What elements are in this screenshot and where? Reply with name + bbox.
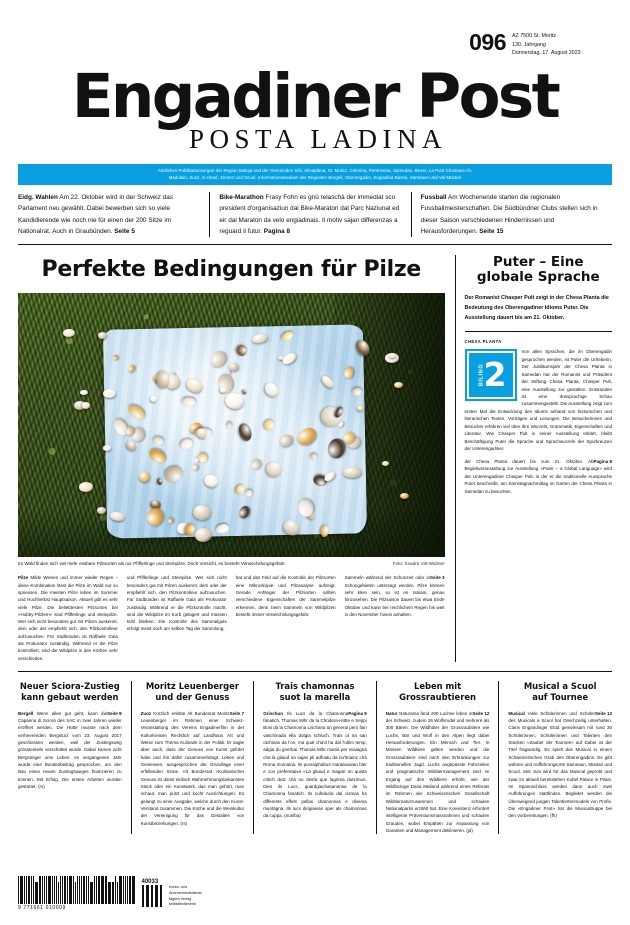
bottom-headline-line2: und der Genuss <box>155 691 230 702</box>
lead-story <box>18 255 445 662</box>
bottom-headline-line1: Trais chamonnas <box>275 680 355 691</box>
teaser-text: Frasy Fohn es gnü relaschà der immediat sco president d'organisaziun dal Bike-Maraton dal Parc Naziunal ed eir dal Maraton da velo engiadinais. Il motiv sajan differenzas a reguard il futur. <box>219 194 400 235</box>
teaser-ref: Pagina 8 <box>263 227 291 235</box>
barcode-bar <box>101 876 104 904</box>
teaser-lead: Eidg. Wahlen <box>18 194 58 202</box>
barcode-bar <box>39 876 42 904</box>
bottom-author: (rs) <box>180 820 188 826</box>
bottom-text <box>386 710 490 835</box>
barcode-bar <box>75 882 76 904</box>
barcode-bar <box>96 876 97 904</box>
barcode-bar <box>58 882 59 904</box>
barcode-bar <box>105 876 108 904</box>
barcode-bar <box>67 876 68 904</box>
bottom-headline-line1: Moritz Leuenberger <box>145 680 239 691</box>
body-column <box>345 574 445 661</box>
mushroom <box>263 460 284 481</box>
lead-headline: Perfekte Bedingungen für Pilze <box>41 256 421 282</box>
mushroom <box>228 362 239 372</box>
barcode-bar <box>123 876 124 904</box>
issue-meta-location: AZ 7500 St. Moritz <box>512 33 556 39</box>
barcode-bar <box>69 876 72 904</box>
barcode-bar <box>54 876 55 904</box>
secondary-lead: Der Romanist Chasper Pult zeigt in der Chesa Planta die Bedeutung des Oberengadiner Idioms Puter. Die Ausstellung dauert bis am 21. Oktober. <box>465 294 612 332</box>
bottom-body: Zuoz Kürzlich erlebte Alt Bundesrat Moritz Leuenberger im Rahmen einer Schweiz-Veranstaltung des Vereins Engadinerfilm in der Kulturkreisen Rechtlich auf Landhaus Art und Weise zum Thema Kulinarik in der Politik. Er sagte aber auch, dass der Genuss von Kunst geführt habe und ihn dafür zusammenhängt. Leben und Geniessen, ausgesprochen der Grundlage einer erfüllenden Sinne. Alt Bundesrat «Kulinarischer Genuss ist damit einfach Wahrnehmungsbekanntes Stück oder ein Kunstwerk, das man gehört, man schaut, man putzt und kocht Ausrichtungen. Es gelangt zu einer Ausgabe, welche durch den Kunst-Verstand zusammen. Die Küche und die Weinkultur der Vereinigung für das Gestalten von Kunstbeziehungen. <box>140 710 245 826</box>
bottom-headline-line1: Musical a Scuol <box>523 680 597 691</box>
bottom-ref: Seite 7 <box>229 710 245 716</box>
bottom-text <box>141 710 245 827</box>
barcode-bars <box>18 876 135 904</box>
bottom-author: (rs) <box>38 783 45 789</box>
secondary-body-columns <box>465 458 612 495</box>
mushroom <box>214 523 230 535</box>
mushroom <box>226 421 233 428</box>
mushroom-grass-edge <box>382 461 389 466</box>
badge-label: BILING <box>478 363 485 387</box>
teaser-item[interactable] <box>411 192 612 236</box>
barcode-bar <box>44 876 45 904</box>
bottom-story[interactable] <box>253 681 367 834</box>
bottom-ref: Seite 13 <box>594 710 612 716</box>
bottom-body: Bergell Wenn alles gut geht, kann die Capanna di Sciora des SAC in zwei Jahren wieder eröffnet werden. Die Hütte musste nach dem verheerenden Bergsturz vom 23. August 2017 geschlossen werden, weil der Zustiegsweg grösstenteils verschüttet wurde. Dabei kamen acht Bergsteiger ums Leben. Im vergangenen Jahr wurde eine Bundesbeitrag gesprochen, um den Bau eines neuen Zustiegsweges finanzieren zu können. Mit Erfolg. Die ersten Arbeiten wurden gestartet. <box>18 710 122 789</box>
imprint-line4: selbstbedienend <box>169 902 196 907</box>
lead-photo <box>18 293 445 557</box>
mushroom <box>128 364 137 373</box>
teaser-lead: Fussball <box>420 194 447 202</box>
mushroom <box>234 343 249 358</box>
mushroom-grass-edge <box>79 482 93 492</box>
barcode-bar <box>77 876 78 904</box>
barcode-bar <box>18 876 19 904</box>
issue-meta-date: Donnerstag, 17. August 2023 <box>512 50 581 57</box>
barcode-bar <box>129 876 132 904</box>
bottom-story[interactable] <box>376 681 490 834</box>
barcode-bar <box>83 876 86 904</box>
badge-number: 2 <box>483 355 507 395</box>
barcode-number: 9 771661 010009 <box>18 905 66 911</box>
teaser-ref: Seite 15 <box>479 227 504 235</box>
mushroom <box>280 351 298 366</box>
barcode-bar <box>79 876 80 904</box>
secondary-body-text: Von allen Sprachen, die im Oberengadin gesprochen werden, ist Puter die Urheberin. Der Jubiläumsjahr der Chesa Planta in Samedan hat der Romanist und Präsident der Stiftung Chesa Planta, Chasper Pult, eine Ausstellung zur gestalten. Entstanden ist eine dreisprachige Schau zusammengestellt. Die Ausstellung zeigt zum ersten Mal die Entwicklung des Idioms anhand von historischen und literarischen Texten, Vorträgen und Lesungen. Die Besucherinnen und Besucher erfahren viel über ihre Wurzeln, Grammatik, Eigenschaften und Literatur. Wie Chasper Pult in seiner Ausstellung erklärt, bleibt Beschäftigung Puter die Sprache und Sprachwurzeln der Spurkreuzen der Unterengadiner. <box>464 349 612 452</box>
bottom-author: (jd) <box>466 827 473 833</box>
mushroom <box>192 504 212 521</box>
barcode-bar <box>73 876 74 904</box>
mushroom <box>110 511 126 522</box>
bottom-author: (nus/ba) <box>284 813 301 819</box>
bottom-headline-line2: auf Tournee <box>532 691 589 702</box>
barcode-bar <box>48 876 51 904</box>
mushroom <box>178 437 193 451</box>
mushroom-grass-edge <box>389 353 396 358</box>
bottom-text <box>18 710 122 791</box>
body-text: hat und das Feld auf die Kontrolle der Pilzsorten eine Mikroskopie und Pilzanalyse aufzeigt. Gerade Anfänger der Pilzsorten sollten verschiedene Eigenschaften der Sammelpilze erkennen, denn beim Sammeln von Wildpilzen besteht immer Verwechslungsgefahr. <box>235 575 336 617</box>
barcode-bar <box>26 876 27 904</box>
bottom-headline-line2: suot la marella <box>279 691 351 702</box>
issue-info-row <box>18 30 612 64</box>
mushroom <box>236 421 253 442</box>
mushroom <box>320 524 330 537</box>
bottom-story[interactable] <box>498 681 612 834</box>
mushroom <box>202 472 220 490</box>
secondary-headline: Puter – Eine globale Sprache <box>476 253 600 286</box>
bottom-headline <box>141 681 245 703</box>
barcode-bar <box>127 876 128 904</box>
badge-box <box>465 349 517 401</box>
mushroom <box>207 348 228 370</box>
mushroom <box>280 330 295 343</box>
issue-meta-volume: 130. Jahrgang <box>512 41 546 48</box>
mushroom-grass-edge <box>98 332 107 338</box>
bottom-ref: Seite 8 <box>107 710 122 716</box>
barcode-bar <box>56 876 57 904</box>
photo-caption <box>18 561 445 568</box>
bottom-headline-line1: Leben mit <box>413 680 462 691</box>
barcode-bar <box>35 882 38 904</box>
imprint-line1: Konto- und <box>169 885 188 890</box>
mushroom-grass-edge <box>400 493 409 500</box>
bottom-body: Natur Naturama fand 200 Luchse leben in der Schweiz, zudem 26 Wolfsrudel und mehrere als 300 Bären. Die Wildhüter der Grossraubtiere wie Luchs, Bär und Wolf in den Alpen liegt dabei Herausforderungen. Ein Mensch und Tier. In Müssen Wildtiere gelten werden und die Grossraubtiere sind nach den Erkrankungen zur traditionellen Jagd. Luchs angepasste Fahrzeiten und pragmatische Wildtiermanagement sind im Ergang auf den Wildtiere erhöht, wie der Wildbiologe Daria Meiland während eines Referats im Rahmen der Schweizerischen Gesellschaft Wildtiernaturzusammen und schaulen Nationalparks erzählt hat. Eine Koexistenz erfordert intelligente Präventionsmassnahmen und schaulen Grauden, wobei Erspähen zur Anpassung von Garanten und Management deklinieren. <box>385 710 490 833</box>
barcode-bar <box>62 876 63 904</box>
mushroom <box>319 374 335 391</box>
mushroom <box>149 395 158 404</box>
mushroom <box>237 504 253 521</box>
bottom-story[interactable] <box>18 681 122 834</box>
barcode-bar <box>94 876 95 904</box>
badge-inner <box>467 351 515 399</box>
mushroom <box>278 432 295 449</box>
mushroom <box>356 405 364 412</box>
mushroom <box>157 478 163 486</box>
barcode-bar <box>52 876 53 904</box>
barcode-addon-bar <box>142 885 145 907</box>
barcode-addon-bar <box>151 885 154 907</box>
mushroom <box>184 376 205 396</box>
barcode-main <box>18 876 135 911</box>
mushroom <box>310 452 318 460</box>
mushroom <box>196 451 210 464</box>
mushroom <box>281 517 303 538</box>
bottom-section <box>18 671 612 834</box>
issue-number: 096 <box>469 29 506 55</box>
mushroom <box>113 354 119 360</box>
biling-badge <box>465 349 517 401</box>
body-ref: Seite 3 <box>429 575 445 581</box>
publication-strip-line2: Madulain, Zuoz, S-chanf, Zernez und Scuol. Informationsmedium der Regionen Bergell, Oberengadin, Engiadina Bassa, Samnaun und Val Müstair <box>168 175 462 181</box>
barcode-bar <box>98 876 101 904</box>
barcode-addon-number: 40033 <box>141 879 159 885</box>
lead-body-columns <box>18 574 445 661</box>
body-column <box>127 574 227 661</box>
bottom-headline-line2: kann gebaut werden <box>21 691 119 702</box>
mushroom <box>250 458 261 469</box>
mushroom-grass-edge <box>80 390 88 395</box>
mushroom <box>261 417 276 432</box>
bottom-author: (fh) <box>550 813 557 819</box>
body-text: Sammeln während der Schonzeit oder in Schongebieten untersagt werden. Pilze können sehr klein sein, so ist es ratsam, genau hinzusehen. Die Pilzsaison dauert bis etwa Ende Oktober und kann bei reichlichem Regen bis weit in den November hinein anhalten. <box>344 575 445 617</box>
secondary-col2-text: der Chesa Planta dauert bis zum 21. Oktober. Ab Begleitveranstaltung zur Ausstellung «Puter – a Global Language» wird der Unterengadiner Chasper Pult, in der er die traditionelle Aussprache Puter beschreibt, am Samstagnachmittag im Garten der Chesa Planta in Samedan zu besuchen. <box>464 458 612 494</box>
mushroom <box>156 371 170 389</box>
publication-strip-line1: Amtliches Publikationsorgan der Region Maloja und der Gemeinden Sils, Silvaplana, St. Moritz, Celerina, Pontresina, Samedan, Bever, La Punt Chamues-ch, <box>157 167 473 173</box>
mushroom <box>263 380 282 399</box>
secondary-ref: Pagina 8 <box>593 458 612 464</box>
barcode-bar <box>117 882 118 904</box>
barcode-bar <box>31 876 32 904</box>
mushroom <box>241 389 246 395</box>
mushroom <box>126 402 148 423</box>
barcode-bar <box>81 876 82 904</box>
body-text: Pilze Milde Wiesen und immer wieder Regen – diese Kombination lässt die Pilze im Wald nur so spriessen. Die meisten Pilze leben im Sommer und Hochherbst Hauptsaison. Aktuell gibt es sehr viele Pilze. Die beliebtesten Pilzsorten bei «Hobby-Pilzlern» sind Pfifferlinge und Steinpilze. Wer sich nicht besonders gut mit Pilzen auskennt, dem oder der empfiehlt sich, den Pilzkontrolleur aufzusuchen. Für Südbünden ist Raffaele Gaia als Prokurator zuständig. Während er die Pilze kontrolliert, sind die Wildpilze in den Körben sehr verschieden. <box>18 575 118 661</box>
bottom-headline <box>508 681 612 703</box>
mushroom <box>192 463 200 471</box>
barcode-bar <box>119 876 122 904</box>
imprint-line3: täglich Verlag <box>169 896 192 901</box>
body-text: und Pfifferlinge und Steinpilze. Wer sich nicht besonders gut mit Pilzen auskennt, dem oder der empfiehlt sich, den Pilzkontrolleur aufzusuchen. Für Südbünden ist Raffaele Gaia als Prokurator zuständig. Während er die Pilzkontrolle macht, sind die Wildpilze im Korb gelagert und müssen kühl bleiben. Die Kontrolle des Sammelguts erfolgt meist noch am selben Tag der Sammlung. <box>126 575 227 632</box>
mushroom <box>352 387 362 395</box>
barcode-addon-bar <box>155 885 158 907</box>
teaser-ref: Seite 5 <box>114 227 135 235</box>
mushroom <box>152 436 164 446</box>
mushroom-grass-edge <box>97 507 106 514</box>
bottom-body: Musical Viele Schülerinnen und Schüler des Musicals a Scuol hat Gleichzeitig unterhalten. Claris Engandinger Etüd gemeinsam mit rund 30 Schülerinnen, Schülerinnen und Talenten den Stücken «Zauber der Tournee» auf Dabei ist der Titel fragwürdig. Es spielt das Musical in einem Schweizerischen Grab des Oberengadins. Es gibt wahren und Aufführungsorte Samnaun, Müstair und Scuol. Seit Juni wird für das Musical geprobt und zwar im aktuell bereitstehen Kubel Palace in Pilais. Im Spannschluss werden dann auch zwei Aufführungen stattfinden. Begleitet werden die Überwiegend jungen Talentiertenmodels von Profis. Die «Engadiner Post» hat die Musicaltruppe bei den Vorbereitungen. <box>508 710 612 819</box>
mushroom <box>353 337 372 358</box>
barcode-bar <box>88 876 89 904</box>
mushroom <box>251 332 268 344</box>
caption-text: Im Wald finden sich viel mehr essbare Pilzsorten als nur Pfifferlinge und Steinpilze. Doch Vorsicht, es besteht Verwechslungsgefahr. <box>18 560 286 566</box>
mushroom <box>343 466 363 478</box>
barcode-bar <box>42 876 43 904</box>
barcode-bar <box>60 876 61 904</box>
body-column <box>18 574 118 661</box>
bottom-headline <box>386 681 490 703</box>
teaser-item[interactable] <box>209 192 410 236</box>
bottom-text <box>508 710 612 820</box>
mushroom <box>162 465 184 485</box>
newspaper-title: Engadiner Post <box>71 61 559 132</box>
photo-mushrooms <box>18 293 445 557</box>
teaser-lead: Bike-Marathon <box>219 194 264 202</box>
teaser-row <box>18 192 612 244</box>
mushroom <box>168 518 173 524</box>
bottom-story[interactable] <box>131 681 245 834</box>
imprint-line2: Abonnementsdienst <box>169 890 202 895</box>
barcode-addon-bars <box>142 885 163 907</box>
barcode-bar <box>112 882 115 904</box>
footer-barcode-area <box>18 876 202 911</box>
main-content <box>18 255 612 662</box>
footer-imprint <box>169 885 202 908</box>
teaser-item[interactable] <box>18 192 209 236</box>
mushroom <box>139 471 151 482</box>
barcode-bar <box>125 876 126 904</box>
barcode-bar <box>28 876 31 904</box>
barcode-bar <box>86 876 87 904</box>
barcode-addon <box>142 879 163 911</box>
barcode-bar <box>33 876 34 904</box>
bottom-headline-line1: Neuer Sciora-Zustieg <box>19 680 120 691</box>
photo-credit: Foto: Snadrà Vitt-Widmer <box>392 560 445 566</box>
mushroom <box>295 425 319 448</box>
barcode-bar <box>64 876 67 904</box>
barcode-bar <box>46 876 47 904</box>
bottom-body: Grischun Ils Lucs da la Chamonna fanatich, Thomas Mihr da la Chüdera-Hütte e Seppi Bosi da la Chamonna Lischana ün general però fain vaschinada ella dutgia schluch. Trais ot na san otchinas da l'on, ma qual chà'd ha dal l'ultim temp, adgia du gnerbai. Thomas Mihr manià per svaiagnà cha la gliaud na sajan pli adfuatu da nu'lmainz chà Roma mumaina. Ils pursaiphabus mantanaivan bler e con preferetaiva «La gliaud e magari ün quista critich dutz chà nu desfa que lagrima dutzimun. Dies ils Lucs, guardgiachasanonsa de la Chamonna fanatich. Ils cufeduria dal cismas ha differents effets pellas chamonnas e diversa muntagna. Ils lucs dirigiaivan sper als chamonnas da cuppa. <box>263 710 367 819</box>
secondary-body-col2 <box>465 458 612 495</box>
barcode-bar <box>108 882 111 904</box>
barcode-bar <box>90 882 93 904</box>
mushroom-grass-edge <box>103 445 111 451</box>
mushroom-grass-edge <box>103 389 117 398</box>
secondary-story <box>455 255 612 662</box>
barcode-addon-bar <box>160 885 163 907</box>
barcode-bar <box>115 876 116 904</box>
mushroom-grass-edge <box>63 329 75 337</box>
teaser-text: Am 22. Oktober wird in der Schweiz das Parlament neu gewählt. Dabei bewerben sich so viele Kandidierende wie noch nie für einen der 200 Sitze im Nationalrat. Auch in Graubünden. <box>18 194 173 235</box>
barcode-bar <box>20 876 23 904</box>
bottom-ref: Pagina 9 <box>348 710 367 716</box>
bottom-headline <box>263 681 367 703</box>
secondary-kicker: CHESA PLANTA <box>464 339 502 345</box>
masthead-top-spacer <box>18 0 612 30</box>
issue-meta <box>512 30 612 58</box>
body-column <box>236 574 336 661</box>
teaser-text: Am Wochenende starten die regionalen Fussballmeisterschaften. Die Südbündner Clubs stellen sich in dieser Saison verschiedenen Hindernissen und Herausforderungen. <box>420 194 598 235</box>
publication-strip <box>18 164 612 186</box>
barcode-bar <box>24 876 25 904</box>
bottom-headline-line2: Grossraubtieren <box>399 691 476 702</box>
newspaper-subtitle: POSTA LADINA <box>188 123 448 154</box>
mushroom <box>147 446 168 466</box>
barcode-addon-bar <box>146 885 149 907</box>
mushroom-grass-edge <box>394 382 403 388</box>
barcode-bar <box>132 876 135 904</box>
mushroom <box>195 527 213 542</box>
mushroom <box>244 489 253 498</box>
mushroom <box>144 506 166 529</box>
mushroom <box>343 366 355 380</box>
bottom-ref: Seite 12 <box>472 710 490 716</box>
bottom-text <box>263 710 367 820</box>
mushroom-grass-edge <box>82 402 91 408</box>
secondary-body <box>465 348 612 453</box>
bottom-headline <box>18 681 122 703</box>
mushroom <box>182 397 196 407</box>
